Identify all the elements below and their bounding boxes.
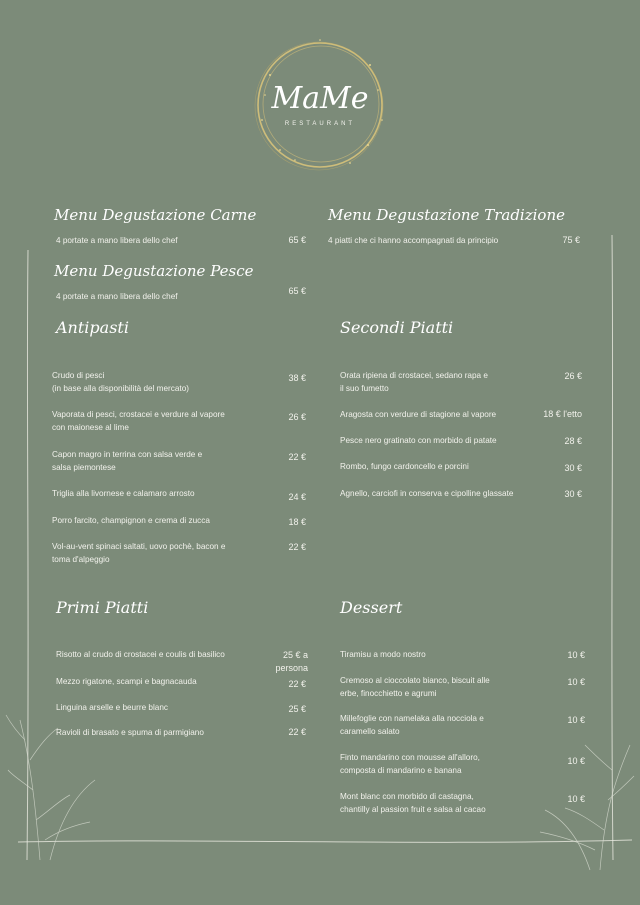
dessert-item: Millefoglie con namelaka alla nocciola e caramello salato	[340, 714, 484, 736]
section-title-secondi: Secondi Piatti	[340, 318, 454, 337]
secondi-item: Rombo, fungo cardoncello e porcini	[340, 462, 469, 471]
antipasti-item: Triglia alla livornese e calamaro arrosto	[52, 489, 195, 498]
menu-carne-title: Menu Degustazione Carne	[54, 206, 257, 224]
section-title-antipasti: Antipasti	[56, 318, 129, 337]
antipasti-price: 22 €	[288, 542, 306, 552]
primi-item: Linguina arselle e beurre blanc	[56, 703, 168, 712]
secondi-item: Pesce nero gratinato con morbido di patate	[340, 436, 497, 445]
dessert-price: 10 €	[567, 650, 585, 660]
antipasti-item: Porro farcito, champignon e crema di zucca	[52, 516, 210, 525]
menu-pesce-price: 65 €	[288, 286, 306, 296]
menu-pesce-desc: 4 portate a mano libera dello chef	[56, 292, 178, 301]
secondi-price: 30 €	[564, 489, 582, 499]
secondi-price: 18 € l'etto	[543, 409, 582, 419]
dessert-item: Cremoso al cioccolato bianco, biscuit alle erbe, finocchietto e agrumi	[340, 676, 490, 698]
antipasti-item: Crudo di pesci (in base alla disponibilità del mercato)	[52, 371, 189, 393]
logo	[250, 35, 390, 175]
antipasti-item: Capon magro in terrina con salsa verde e salsa piemontese	[52, 450, 203, 472]
antipasti-price: 22 €	[288, 452, 306, 462]
section-title-dessert: Dessert	[340, 598, 403, 617]
antipasti-item: Vol-au-vent spinaci saltati, uovo pochè, bacon e toma d'alpeggio	[52, 542, 226, 564]
primi-price: 22 €	[288, 679, 306, 689]
dessert-item: Tiramisu a modo nostro	[340, 650, 426, 659]
antipasti-price: 18 €	[288, 517, 306, 527]
secondi-price: 26 €	[564, 371, 582, 381]
secondi-price: 30 €	[564, 463, 582, 473]
secondi-item: Aragosta con verdure di stagione al vapore	[340, 410, 497, 419]
dessert-price: 10 €	[567, 756, 585, 766]
antipasti-price: 38 €	[288, 373, 306, 383]
dessert-item: Finto mandarino con mousse all'alloro, composta di mandarino e banana	[340, 753, 480, 775]
menu-carne-desc: 4 portate a mano libera dello chef	[56, 236, 178, 245]
secondi-item: Orata ripiena di crostacei, sedano rapa e il suo fumetto	[340, 371, 488, 393]
dessert-price: 10 €	[567, 715, 585, 725]
antipasti-price: 26 €	[288, 412, 306, 422]
primi-price: 22 €	[288, 727, 306, 737]
dessert-price: 10 €	[567, 794, 585, 804]
primi-price: 25 € a persona	[275, 650, 308, 673]
primi-item: Ravioli di brasato e spuma di parmigiano	[56, 728, 204, 737]
menu-tradizione-title: Menu Degustazione Tradizione	[328, 206, 565, 224]
logo-subtitle: RESTAURANT	[284, 121, 356, 127]
section-title-primi: Primi Piatti	[56, 598, 149, 617]
primi-price: 25 €	[288, 704, 306, 714]
menu-carne-price: 65 €	[288, 235, 306, 245]
antipasti-item: Vaporata di pesci, crostacei e verdure al vapore con maionese al lime	[52, 410, 225, 432]
antipasti-price: 24 €	[288, 492, 306, 502]
dessert-price: 10 €	[567, 677, 585, 687]
menu-pesce-title: Menu Degustazione Pesce	[54, 262, 254, 280]
dessert-item: Mont blanc con morbido di castagna, chantilly al passion fruit e salsa al cacao	[340, 792, 486, 814]
secondi-item: Agnello, carciofi in conserva e cipolline glassate	[340, 489, 514, 498]
menu-tradizione-desc: 4 piatti che ci hanno accompagnati da principio	[328, 236, 499, 245]
primi-item: Mezzo rigatone, scampi e bagnacauda	[56, 677, 197, 686]
secondi-price: 28 €	[564, 436, 582, 446]
primi-item: Risotto al crudo di crostacei e coulis di basilico	[56, 650, 225, 659]
menu-tradizione-price: 75 €	[562, 235, 580, 245]
logo-name: MaMe	[271, 81, 369, 116]
